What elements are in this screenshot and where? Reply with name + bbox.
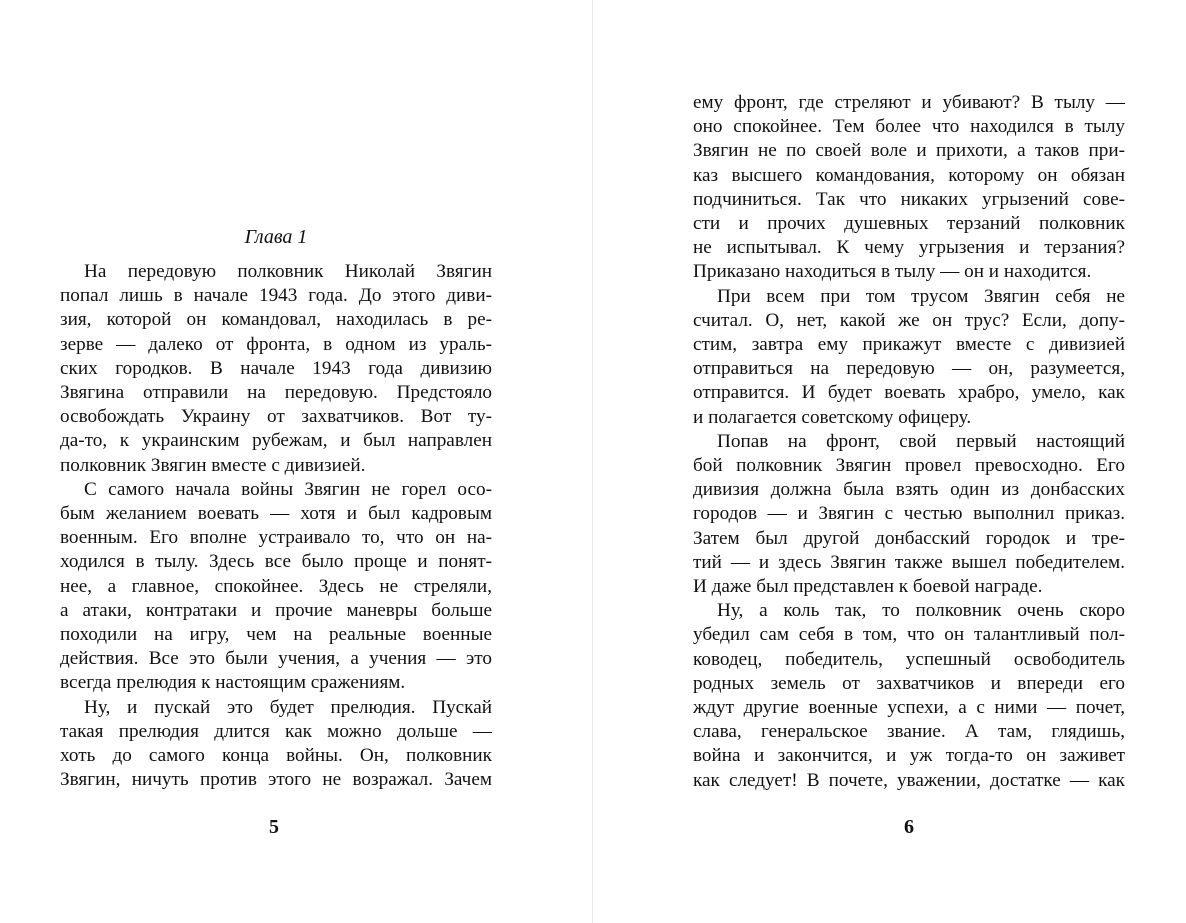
text-line: попал лишь в начале 1943 года. До этого диви- (60, 285, 492, 307)
text-line: Приказано находиться в тылу — он и находится. (693, 261, 1092, 283)
text-line: стим, завтра ему прикажут вместе с дивизией (693, 334, 1125, 356)
text-line: действия. Все это были учения, а учения — это (60, 648, 492, 670)
text-line: Звягин, ничуть против этого не возражал. Зачем (60, 769, 492, 791)
text-line: Попав на фронт, свой первый настоящий (717, 430, 1125, 452)
text-line: ских городков. В начале 1943 года дивизию (60, 357, 492, 379)
chapter-title: Глава 1 (244, 226, 308, 248)
left-page-text (60, 260, 492, 792)
text-line: отправиться на передовую — он, разумеется, (693, 358, 1125, 380)
text-line: походили на игру, чем на реальные военные (60, 624, 492, 646)
text-line: родных земель от захватчиков и впереди его (693, 672, 1125, 694)
text-line: ководец, победитель, успешный освободитель (693, 648, 1125, 670)
text-line: освобождать Украину от захватчиков. Вот ту- (60, 406, 492, 428)
right-page-text (693, 91, 1125, 793)
text-line: подчиниться. Так что никаких угрызений сове- (693, 188, 1125, 210)
text-line: тий — и здесь Звягин также вышел победителем. (693, 551, 1125, 573)
text-line: нее, а главное, спокойнее. Здесь не стреляли, (60, 575, 492, 597)
text-line: На передовую полковник Николай Звягин (84, 261, 492, 282)
text-line: И даже был представлен к боевой награде. (693, 576, 1043, 598)
text-line: убедил сам себя в том, что он талантливый пол- (693, 624, 1125, 646)
page-number-right: 6 (904, 816, 914, 838)
text-line: дивизия должна была взять один из донбасских (693, 479, 1125, 501)
text-line: полковник Звягин вместе с дивизией. (60, 454, 366, 476)
text-line: Звягина отправили на передовую. Предстояло (60, 382, 492, 404)
text-line: ему фронт, где стреляют и убивают? В тылу — (693, 92, 1125, 113)
text-line: зия, которой он командовал, находилась в ре- (60, 309, 492, 331)
text-line: городов — и Звягин с честью выполнил приказ. (693, 503, 1125, 525)
text-line: и полагается советскому офицеру. (693, 406, 972, 428)
text-line: Ну, и пускай это будет прелюдия. Пускай (84, 696, 492, 718)
text-line: такая прелюдия длится как можно дольше — (60, 720, 492, 742)
text-line: ходился в тылу. Здесь все было проще и понят- (60, 551, 492, 573)
text-line: хоть до самого конца войны. Он, полковник (60, 745, 492, 767)
text-line: С самого начала войны Звягин не горел осо- (84, 478, 492, 500)
text-line: бой полковник Звягин провел превосходно. Его (693, 455, 1125, 477)
text-line: бым желанием воевать — хотя и был кадровым (60, 503, 492, 525)
text-line: да-то, к украинским рубежам, и был направлен (60, 430, 492, 452)
text-line: как следует! В почете, уважении, достатке — как (693, 769, 1125, 791)
text-line: зерве — далеко от фронта, в одном из ураль- (60, 333, 492, 355)
text-line: всегда прелюдия к настоящим сражениям. (60, 672, 406, 694)
text-line: оно спокойнее. Тем более что находился в тылу (693, 116, 1125, 138)
text-line: слава, генеральское звание. А там, глядишь, (693, 721, 1125, 743)
text-line: считал. О, нет, какой же он трус? Если, допу- (693, 309, 1125, 331)
text-line: ждут другие военные успехи, а с ними — почет, (693, 697, 1125, 719)
text-line: не испытывал. К чему угрызения и терзания? (693, 237, 1125, 259)
text-line: При всем при том трусом Звягин себя не (717, 285, 1125, 307)
text-line: война и закончится, и уж тогда-то он заживет (693, 745, 1125, 767)
text-line: а атаки, контратаки и прочие маневры больше (60, 599, 492, 621)
text-line: отправится. И будет воевать храбро, умело, как (693, 382, 1125, 404)
text-line: Затем был другой донбасский городок и тре- (693, 527, 1125, 549)
text-line: Звягин не по своей воле и прихоти, а таков при- (693, 140, 1125, 162)
text-line: военным. Его вполне устраивало то, что он на- (60, 527, 492, 549)
page-number-left: 5 (269, 816, 279, 838)
text-line: каз высшего командования, которому он обязан (693, 164, 1125, 186)
text-line: Ну, а коль так, то полковник очень скоро (717, 600, 1125, 622)
text-line: сти и прочих душевных терзаний полковник (693, 213, 1125, 235)
